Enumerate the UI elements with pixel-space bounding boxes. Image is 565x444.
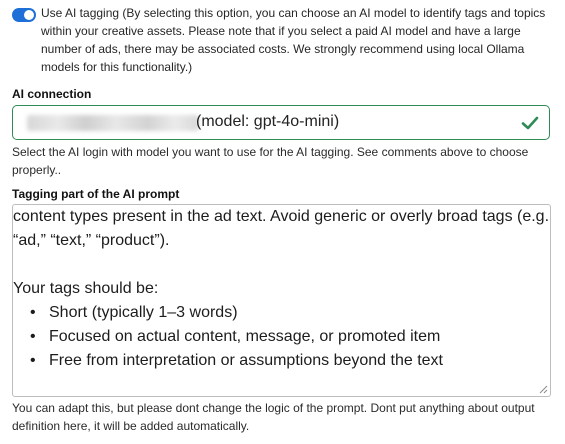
redacted-account-name [27,115,199,131]
prompt-bullet-list [13,301,550,373]
prompt-line: Your tags should be: [13,280,159,297]
prompt-line: “ad,” “text,” “product”). [13,232,170,249]
prompt-bullet: • Short (typically 1–3 words) [49,301,550,325]
ai-connection-help: Select the AI login with model you want to use for the AI tagging. See comments above to choose properly.. [12,145,529,177]
ai-tagging-toggle-label: Use AI tagging (By selecting this option, you can choose an AI model to identify tags and topics within your creative assets. Please note that if you select a paid AI model and have a large number of ads, there may be associated costs. We strongly recommend using local Ollama models for this functionality.) [41,6,546,74]
toggle-knob [24,10,34,20]
prompt-bullet: • Focused on actual content, message, or promoted item [49,325,550,349]
prompt-line: content types present in the ad text. Avoid generic or overly broad tags (e.g. [13,208,550,225]
prompt-bullet: • Free from interpretation or assumptions beyond the text [49,349,550,373]
ai-connection-label: AI connection [12,87,92,101]
ai-tagging-toggle-row [12,4,557,76]
check-icon [521,115,539,131]
resize-handle-icon[interactable] [539,385,548,394]
ai-connection-select[interactable] [12,105,550,140]
prompt-label: Tagging part of the AI prompt [12,187,180,201]
prompt-help: You can adapt this, but please dont change the logic of the prompt. Dont put anything about output definition here, it will be added automatically. [12,401,535,433]
prompt-textarea[interactable] [12,204,551,397]
prompt-blank-line [13,253,550,277]
selected-model-text: (model: gpt-4o-mini) [196,113,340,130]
prompt-content [13,205,550,373]
ai-tagging-toggle[interactable] [12,8,36,22]
